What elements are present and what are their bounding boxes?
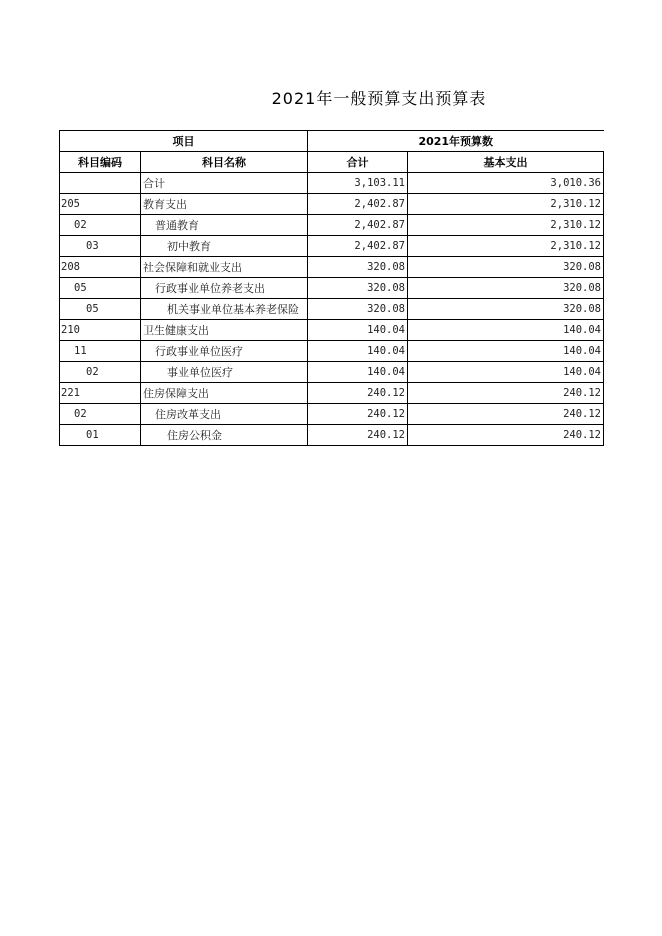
header-total: 合计 [308,152,408,173]
total-cell: 320.08 [308,278,408,299]
table-row [60,278,604,299]
subject-code-cell: 210 [60,320,141,341]
table-row [60,383,604,404]
subject-name-cell: 机关事业单位基本养老保险 [141,299,308,320]
table-row [60,320,604,341]
total-cell: 240.12 [308,404,408,425]
table-row [60,215,604,236]
basic-expenditure-cell: 2,310.12 [408,236,604,257]
table-row [60,425,604,446]
subject-name-cell: 住房保障支出 [141,383,308,404]
basic-expenditure-cell: 2,310.12 [408,194,604,215]
subject-code-cell: 02 [60,404,141,425]
subject-code-cell: 01 [60,425,141,446]
subject-code-cell: 208 [60,257,141,278]
subject-name-cell: 行政事业单位养老支出 [141,278,308,299]
total-cell: 240.12 [308,383,408,404]
table-row [60,194,604,215]
basic-expenditure-cell: 140.04 [408,320,604,341]
budget-table [59,130,604,446]
basic-expenditure-cell: 2,310.12 [408,215,604,236]
subject-code-cell: 205 [60,194,141,215]
basic-expenditure-cell: 240.12 [408,425,604,446]
subject-code-cell: 05 [60,299,141,320]
subject-code-cell: 05 [60,278,141,299]
table-row [60,404,604,425]
total-cell: 140.04 [308,320,408,341]
total-cell: 3,103.11 [308,173,408,194]
subject-name-cell: 合计 [141,173,308,194]
total-cell: 320.08 [308,257,408,278]
header-group-row [60,131,604,152]
subject-name-cell: 教育支出 [141,194,308,215]
subject-name-cell: 初中教育 [141,236,308,257]
basic-expenditure-cell: 140.04 [408,341,604,362]
total-cell: 140.04 [308,362,408,383]
header-budget-2021: 2021年预算数 [308,131,604,152]
subject-name-cell: 事业单位医疗 [141,362,308,383]
basic-expenditure-cell: 240.12 [408,383,604,404]
header-project: 项目 [60,131,308,152]
header-subject-name: 科目名称 [141,152,308,173]
header-subject-code: 科目编码 [60,152,141,173]
total-cell: 320.08 [308,299,408,320]
total-cell: 2,402.87 [308,236,408,257]
header-basic-expenditure: 基本支出 [408,152,604,173]
subject-code-cell [60,173,141,194]
basic-expenditure-cell: 3,010.36 [408,173,604,194]
page-title: 2021年一般预算支出预算表 [271,89,487,108]
subject-name-cell: 卫生健康支出 [141,320,308,341]
header-column-row [60,152,604,173]
subject-code-cell: 03 [60,236,141,257]
table-row [60,257,604,278]
total-cell: 240.12 [308,425,408,446]
basic-expenditure-cell: 320.08 [408,278,604,299]
total-cell: 2,402.87 [308,194,408,215]
basic-expenditure-cell: 140.04 [408,362,604,383]
table-row [60,341,604,362]
subject-code-cell: 221 [60,383,141,404]
table-row [60,173,604,194]
subject-name-cell: 住房改革支出 [141,404,308,425]
basic-expenditure-cell: 240.12 [408,404,604,425]
subject-code-cell: 11 [60,341,141,362]
table-row [60,236,604,257]
total-cell: 2,402.87 [308,215,408,236]
subject-code-cell: 02 [60,362,141,383]
table-row [60,299,604,320]
basic-expenditure-cell: 320.08 [408,299,604,320]
total-cell: 140.04 [308,341,408,362]
subject-name-cell: 行政事业单位医疗 [141,341,308,362]
subject-name-cell: 普通教育 [141,215,308,236]
subject-name-cell: 住房公积金 [141,425,308,446]
subject-code-cell: 02 [60,215,141,236]
table-row [60,362,604,383]
basic-expenditure-cell: 320.08 [408,257,604,278]
subject-name-cell: 社会保障和就业支出 [141,257,308,278]
